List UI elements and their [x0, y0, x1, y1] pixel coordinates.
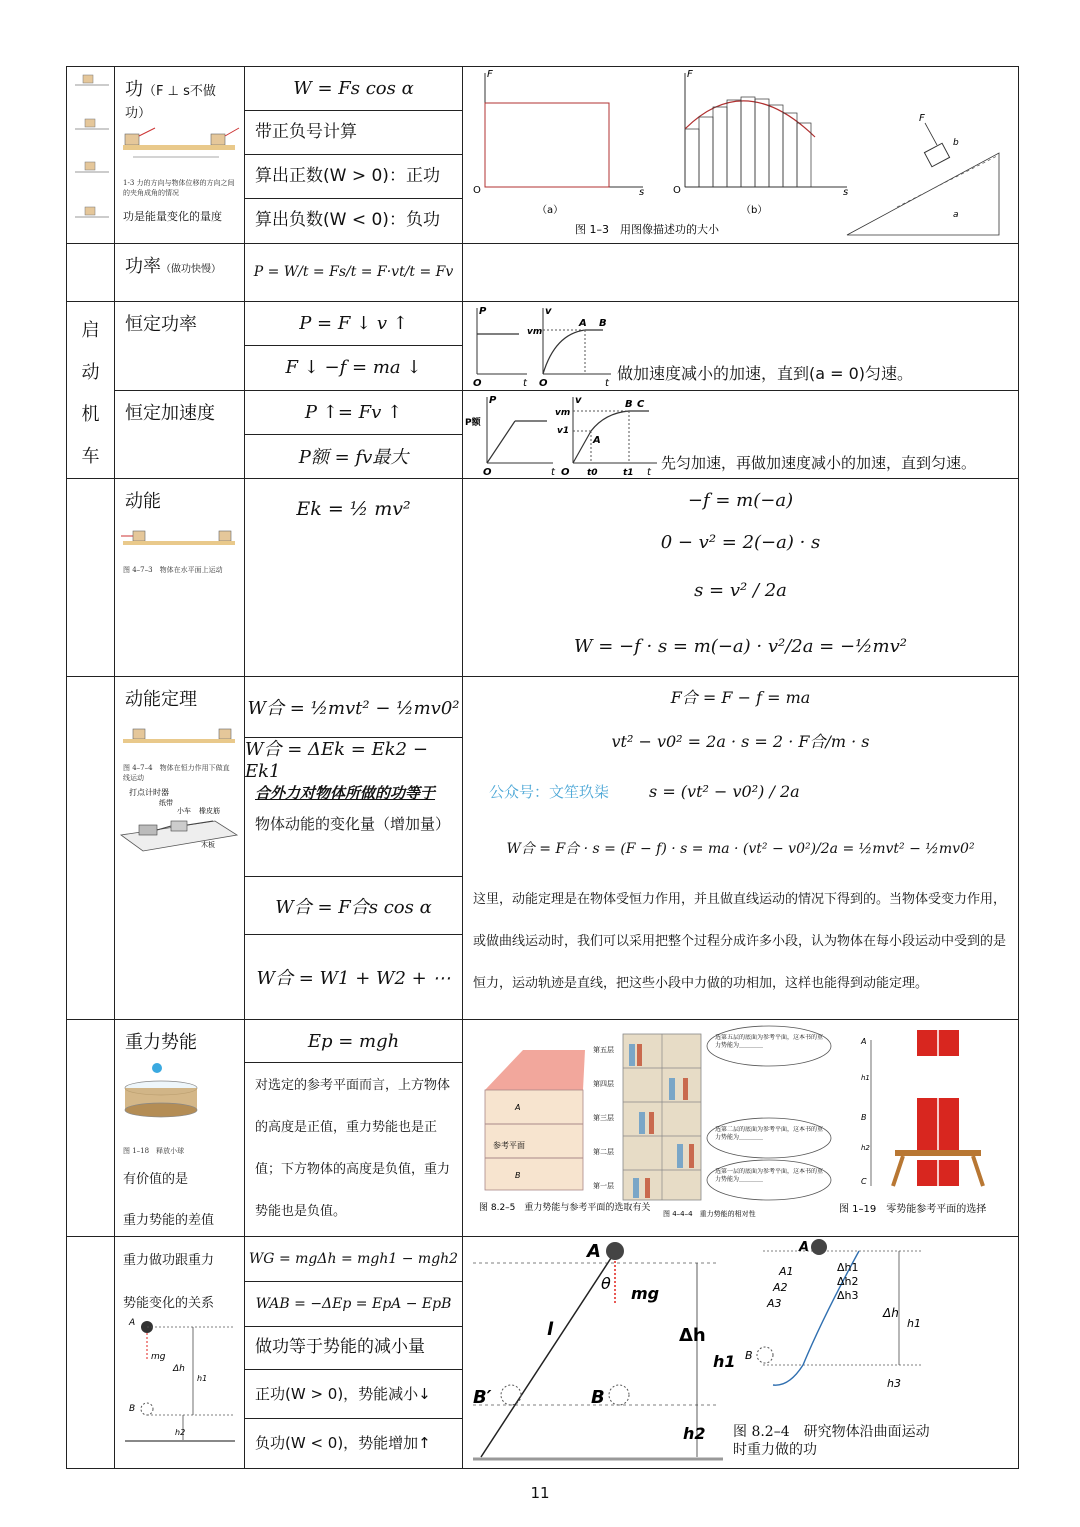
- fig-label-h1: h1: [713, 1352, 736, 1371]
- engine-group-cell: [67, 302, 115, 479]
- small-label-B: B: [129, 1404, 136, 1414]
- theorem-title: 动能定理: [125, 689, 197, 710]
- fig-b-label: （b）: [741, 205, 768, 216]
- fig-a-label: （a）: [537, 205, 564, 216]
- ca-axis-P: P: [489, 394, 497, 406]
- const-accel-formula-cell: [245, 390, 463, 479]
- row-const-accel: [67, 390, 1019, 479]
- ca-axis-t-2: t: [647, 466, 651, 477]
- row-power: [67, 244, 1019, 302]
- work-fig-caption: 图 1–3 用图像描述功的大小: [575, 223, 719, 236]
- cp-pt-A: A: [579, 318, 587, 329]
- kinetic-formula: Ek = ½ mv²: [296, 498, 411, 520]
- gravity-work-f1: WG = mgΔh = mgh1 − mgh2: [245, 1237, 462, 1282]
- cp-origin-1: O: [473, 378, 482, 388]
- kinetic-d4: W = −f · s = m(−a) · v²/2a = −½mv²: [574, 635, 907, 657]
- cp-vm: vm: [527, 327, 543, 337]
- release-ball-image: [115, 1062, 243, 1142]
- work-positive: 算出正数(W > 0)：正功: [245, 155, 462, 199]
- theorem-statement-1: 合外力对物体所做的功等于: [255, 784, 436, 802]
- house-A: A: [515, 1103, 521, 1112]
- floor-3: 第三层: [593, 1114, 614, 1122]
- origin-b: O: [673, 185, 681, 196]
- gravity-pe-formula: Ep = mgh: [245, 1020, 462, 1063]
- gravity-pe-empty-cell: [67, 1020, 115, 1237]
- curve-label-A3: A3: [767, 1297, 782, 1310]
- theorem-f3: W合 = F合s cos α: [245, 877, 462, 935]
- const-power-f2: F ↓ −f = ma ↓: [285, 357, 422, 378]
- gravity-pe-note-1: 有价值的是: [123, 1172, 189, 1187]
- row-gravity-work: [67, 1237, 1019, 1469]
- theorem-d3: s = (vt² − v0²) / 2a: [649, 781, 800, 801]
- fig-label-theta: θ: [601, 1274, 611, 1293]
- work-note: 功是能量变化的量度: [123, 210, 222, 223]
- gravity-work-small-figure: [115, 1311, 243, 1451]
- ca-v1: v1: [557, 425, 570, 436]
- small-label-A: A: [129, 1318, 136, 1328]
- box-label-B: B: [861, 1113, 867, 1122]
- box-label-h1: h1: [861, 1074, 870, 1082]
- const-power-label-cell: [115, 302, 245, 391]
- axis-s-a: s: [639, 187, 645, 198]
- const-power-graph: [463, 304, 613, 388]
- small-label-h1: h1: [197, 1374, 208, 1383]
- physics-notes-table: [66, 66, 1019, 1469]
- ca-axis-v: v: [575, 394, 582, 406]
- theorem-f1: W合 = ½mvt² − ½mv0²: [245, 677, 462, 738]
- axis-F-b: F: [687, 69, 693, 80]
- engine-char-4: 车: [81, 446, 100, 467]
- fig-label-mg: mg: [631, 1284, 660, 1303]
- fig-label-B: B: [591, 1387, 605, 1408]
- fig-label-A: A: [587, 1241, 601, 1262]
- power-empty-right: [463, 244, 1019, 302]
- ca-t0: t0: [587, 467, 598, 477]
- fig-label-l: l: [547, 1319, 554, 1340]
- const-power-figure-cell: [463, 302, 1019, 391]
- cap-boxes: 图 1–19 零势能参考平面的选择: [839, 1204, 987, 1215]
- theorem-empty-cell: [67, 677, 115, 1020]
- axis-s-b: s: [843, 187, 849, 198]
- ca-t1: t1: [623, 467, 634, 477]
- engine-char-2: 动: [81, 362, 100, 383]
- kinetic-d2: 0 − v² = 2(−a) · s: [660, 531, 821, 553]
- curve-label-dh2: Δh2: [837, 1275, 859, 1288]
- work-thumbnail-image: [67, 67, 115, 239]
- theorem-d2: vt² − v0² = 2a · s = 2 · F合/m · s: [611, 731, 870, 751]
- box-label-C: C: [861, 1177, 867, 1186]
- bubble-3: 选第一层的底面为参考平面，这本书的重力势能为＿＿＿＿: [715, 1168, 824, 1183]
- kinetic-derivation-cell: [463, 479, 1019, 677]
- theorem-derivation-cell: [463, 677, 1019, 1020]
- work-img-caption: 1-3 力的方向与物体位移的方向之间的夹角成角的情况: [123, 179, 235, 197]
- theorem-img-caption: 图 4–7–4 物体在恒力作用下做直线运动: [123, 764, 230, 782]
- gravity-work-empty-cell: [67, 1237, 115, 1469]
- gravity-work-figure-cell: [463, 1237, 1019, 1469]
- theorem-formula-cell: [245, 677, 463, 1020]
- house-ref-label: 参考平面: [493, 1141, 525, 1150]
- small-label-mg: mg: [151, 1352, 166, 1362]
- const-accel-title: 恒定加速度: [125, 402, 215, 424]
- power-title: 功率: [125, 256, 161, 277]
- const-power-formula-cell: [245, 302, 463, 391]
- row-kinetic: [67, 479, 1019, 677]
- gravity-pe-note-2: 重力势能的差值: [123, 1213, 215, 1228]
- kinetic-img-caption: 图 4–7–3 物体在水平面上运动: [123, 566, 223, 574]
- cap-curve: 图 8.2–4 研究物体沿曲面运动时重力做的功: [733, 1424, 930, 1458]
- cap-shelf: 图 4–4–4 重力势能的相对性: [663, 1210, 756, 1218]
- lab-label-band: 橡皮筋: [199, 807, 220, 815]
- power-empty-cell: [67, 244, 115, 302]
- theorem-paragraph: 这里，动能定理是在物体受恒力作用，并且做直线运动的情况下得到的。当物体受变力作用，或做曲线运动时，我们可以采用把整个过程分成许多小段，认为物体在每小段运动中受到的是恒力，运动轨迹是直线，把这些小段中力做的功相加，这样也能得到动能定理。: [473, 892, 1007, 991]
- work-formula: W = Fs cos α: [245, 67, 462, 111]
- work-label-cell: [115, 67, 245, 244]
- ca-vm: vm: [555, 407, 571, 418]
- fig-Fn: F: [919, 113, 925, 124]
- ca-axis-t-1: t: [551, 466, 555, 477]
- gravity-pe-figures: [463, 1020, 1017, 1232]
- power-formula-cell: [245, 244, 463, 302]
- gravity-work-f3: 做功等于势能的减小量: [245, 1327, 462, 1370]
- kinetic-empty-cell: [67, 479, 115, 677]
- row-theorem: [67, 677, 1019, 1020]
- work-formula-cell: [245, 67, 463, 244]
- bubble-1: 选第五层的底面为参考平面，这本书的重力势能为＿＿＿＿: [715, 1034, 824, 1049]
- kinetic-d1: −f = m(−a): [687, 489, 794, 511]
- lab-apparatus-image: [115, 783, 243, 873]
- curve-label-B: B: [745, 1349, 753, 1362]
- power-title-note: （做功快慢）: [161, 264, 221, 275]
- curve-label-h3: h3: [887, 1377, 901, 1390]
- curve-label-A1: A1: [779, 1265, 794, 1278]
- gravity-work-label-cell: [115, 1237, 245, 1469]
- const-power-title: 恒定功率: [125, 314, 197, 335]
- kinetic-label-cell: [115, 479, 245, 677]
- const-accel-label-cell: [115, 390, 245, 479]
- curve-label-dh1: Δh1: [837, 1261, 859, 1274]
- cap-house: 图 8.2–5 重力势能与参考平面的选取有关: [479, 1203, 651, 1213]
- work-figure-cell: [463, 67, 1019, 244]
- const-accel-f1: P ↑= Fv ↑: [245, 391, 462, 435]
- origin-a: O: [473, 185, 481, 196]
- lab-label-board: 木板: [201, 841, 215, 849]
- power-label-cell: [115, 244, 245, 302]
- gravity-work-f4: 正功(W > 0)，势能减小↓: [245, 1370, 462, 1419]
- gravity-work-f5: 负功(W < 0)，势能增加↑: [255, 1433, 431, 1452]
- const-accel-graph: [463, 393, 659, 477]
- cp-origin-2: O: [539, 378, 548, 388]
- gravity-pe-title: 重力势能: [125, 1032, 197, 1053]
- theorem-f4: W合 = W1 + W2 + ⋯: [256, 968, 451, 989]
- work-block-image: [115, 124, 243, 174]
- theorem-d1: F合 = F − f = ma: [670, 687, 811, 707]
- gravity-work-f2: WAB = −ΔEp = EpA − EpB: [245, 1282, 462, 1327]
- work-thumbs: [67, 67, 115, 244]
- row-const-power: [67, 302, 1019, 391]
- small-label-dh: Δh: [173, 1364, 185, 1374]
- gravity-pe-img-caption: 图 1–18 释放小球: [123, 1147, 185, 1155]
- kinetic-block-image: [115, 521, 243, 561]
- gravity-work-title-1: 重力做功跟重力: [123, 1253, 215, 1268]
- theorem-block-image: [115, 719, 243, 759]
- ca-origin-1: O: [483, 466, 492, 477]
- theorem-watermark: 公众号：文笙玖柒: [489, 782, 610, 801]
- ca-P-rated: P额: [465, 417, 481, 428]
- work-title: 功: [125, 79, 143, 100]
- theorem-statement-2: 物体动能的变化量（增加量）: [255, 814, 451, 833]
- curve-label-h1: h1: [907, 1317, 921, 1330]
- curve-label-dh: Δh: [883, 1306, 899, 1320]
- cp-axis-P: P: [479, 306, 487, 317]
- const-accel-desc: 先匀加速，再做加速度减小的加速，直到匀速。: [661, 454, 977, 472]
- cp-axis-t-1: t: [523, 378, 527, 388]
- curve-label-dh3: Δh3: [837, 1289, 859, 1302]
- power-formula: P = W/t = Fs/t = F·vt/t = Fv: [253, 264, 454, 280]
- theorem-d4: W合 = F合 · s = (F − f) · s = ma · (vt² − v0²)/2a = ½mvt² − ½mv0²: [506, 841, 975, 857]
- small-label-h2: h2: [175, 1428, 186, 1437]
- engine-char-1: 启: [81, 320, 100, 341]
- cp-axis-v: v: [545, 306, 552, 317]
- curve-label-A2: A2: [773, 1281, 788, 1294]
- cp-pt-B: B: [599, 318, 607, 329]
- const-accel-f2: P额 = fv最大: [298, 447, 409, 468]
- lab-label-tape: 纸带: [159, 799, 173, 807]
- ca-pt-C: C: [637, 398, 645, 410]
- fig-label-h2: h2: [683, 1424, 706, 1443]
- const-power-desc: 做加速度减小的加速，直到(a = 0)匀速。: [617, 364, 914, 383]
- floor-5: 第五层: [593, 1046, 614, 1054]
- axis-F-a: F: [487, 69, 493, 80]
- kinetic-formula-cell: [245, 479, 463, 677]
- row-gravity-pe: [67, 1020, 1019, 1237]
- theorem-f2: W合 = ΔEk = Ek2 − Ek1: [245, 738, 428, 782]
- cp-axis-t-2: t: [605, 378, 609, 388]
- work-title-note: （F ⊥ s不做功）: [125, 84, 216, 121]
- work-sign-rule: 带正负号计算: [245, 111, 462, 155]
- gravity-pe-formula-cell: [245, 1020, 463, 1237]
- row-work: [67, 67, 1019, 244]
- lab-label-timer: 打点计时器: [129, 788, 169, 797]
- work-negative: 算出负数(W < 0)：负功: [255, 209, 440, 230]
- gravity-pe-desc: 对选定的参考平面而言，上方物体的高度是正值，重力势能也是正值；下方物体的高度是负值，重力势能也是负值。: [255, 1078, 451, 1219]
- gravity-pe-label-cell: [115, 1020, 245, 1237]
- floor-4: 第四层: [593, 1080, 614, 1088]
- const-accel-figure-cell: [463, 390, 1019, 479]
- ca-origin-2: O: [561, 466, 570, 477]
- floor-1: 第一层: [593, 1182, 614, 1190]
- fig-a-letter: a: [953, 210, 959, 220]
- fig-b-letter: b: [953, 138, 959, 148]
- box-label-h2: h2: [861, 1144, 870, 1152]
- fig-label-Bprime: B′: [473, 1387, 492, 1408]
- theorem-label-cell: [115, 677, 245, 1020]
- engine-char-3: 机: [81, 404, 100, 425]
- gravity-work-formula-cell: [245, 1237, 463, 1469]
- curve-label-A: A: [799, 1240, 810, 1255]
- fig-label-dh: Δh: [679, 1325, 706, 1346]
- ca-pt-A: A: [593, 434, 601, 446]
- page-number: 11: [530, 1484, 550, 1502]
- kinetic-d3: s = v² / 2a: [694, 579, 787, 601]
- gravity-work-figures: [463, 1237, 1017, 1464]
- const-power-f1: P = F ↓ v ↑: [245, 302, 462, 346]
- ca-pt-B: B: [625, 398, 633, 410]
- gravity-work-title-2: 势能变化的关系: [123, 1296, 215, 1311]
- work-graph-figure: [463, 67, 1017, 239]
- house-B: B: [515, 1171, 521, 1180]
- bubble-2: 选第二层的底面为参考平面，这本书的重力势能为＿＿＿＿: [715, 1126, 824, 1141]
- kinetic-title: 动能: [125, 491, 161, 512]
- box-label-A: A: [861, 1037, 867, 1046]
- floor-2: 第二层: [593, 1148, 614, 1156]
- gift-boxes: [871, 1030, 983, 1186]
- lab-label-cart: 小车: [177, 807, 191, 815]
- gravity-pe-figure-cell: [463, 1020, 1019, 1237]
